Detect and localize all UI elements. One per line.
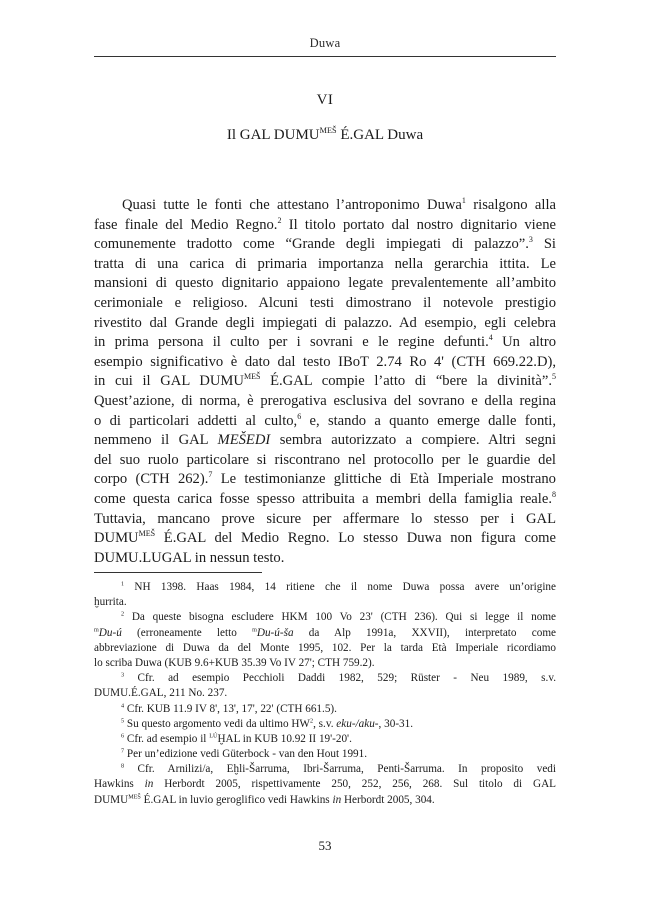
footnote-number: 4 [121, 702, 125, 709]
body-line [94, 431, 556, 451]
body-line [94, 529, 556, 549]
body-line [94, 490, 556, 510]
text-run: o di particolari addetti al culto, [94, 412, 298, 429]
running-head: Duwa [309, 36, 341, 50]
text-run: Le testimonianze glittiche di Età Imperiale mostrano [212, 471, 556, 488]
text-run: fase finale del Medio Regno. [94, 216, 278, 233]
superscript: MEŠ [243, 372, 261, 382]
footnote-line: ḫurrita. [94, 596, 127, 609]
body-line: mansioni di questo dignitario appaiono legate prevalentemente all’ambito [94, 275, 556, 292]
text-run: Quasi tutte le fonti che attestano l’antroponimo Duwa [122, 197, 462, 213]
text-run: Il titolo portato dal nostro dignitario viene [281, 216, 556, 233]
text-run: Da queste bisogna escludere HKM 100 Vo 23' (CTH 236). Qui si legge il nome [124, 611, 556, 624]
italic-term: Du-ú [98, 626, 122, 639]
text-run: , s.v. [313, 717, 337, 730]
body-line: Tuttavia, mancano prove sicure per affermare lo stesso per i GAL [94, 510, 556, 527]
footnote-line [94, 717, 556, 732]
footnote-line [94, 747, 556, 762]
chapter-title-part: Il GAL DUMU [226, 127, 320, 143]
body-line [94, 372, 556, 392]
text-run: comunemente tradotto come “Grande degli impiegati di palazzo”. [94, 236, 529, 253]
text-run: Cfr. KUB 11.9 IV 8', 13', 17', 22' (CTH 661.5). [124, 702, 337, 715]
superscript: m [252, 626, 257, 633]
footnote-number: 8 [121, 763, 125, 770]
body-line: esempio significativo è dato dal testo IBoT 2.74 Ro 4' (CTH 669.22.D), [94, 353, 556, 370]
footnote-number: 6 [121, 733, 125, 740]
text-run: da Alp 1991a, XXVII), interpretato come [293, 626, 556, 639]
body-line [94, 412, 556, 432]
body-line: cerimoniale e religioso. Alcuni testi dimostrano il notevole prestigio [94, 294, 556, 311]
footnote-ref: 3 [528, 235, 533, 245]
text-run: Un altro [492, 334, 556, 351]
body-line: DUMU.LUGAL in nessun testo. [94, 549, 285, 566]
footnote-number: 1 [121, 581, 125, 588]
superscript: LÚ [209, 733, 218, 740]
italic-term: MEŠEDI [217, 432, 271, 449]
footnote-line [94, 671, 556, 686]
body-line [94, 470, 556, 490]
footnote-ref: 5 [551, 372, 556, 382]
body-line: del suo ruolo particolare si riscontrano nel protocollo per le guardie del [94, 451, 556, 468]
text-run: corpo (CTH 262). [94, 471, 209, 488]
superscript: m [94, 626, 99, 633]
text-run: in prima persona il culto per i sovrani e le regine defunti. [94, 334, 489, 351]
text-run: (erroneamente letto [121, 626, 253, 639]
footnote-line [94, 626, 556, 641]
superscript: MEŠ [138, 529, 156, 539]
footnote-rule [94, 572, 262, 573]
chapter-title-part: É.GAL Duwa [336, 127, 424, 143]
footnote-ref: 1 [461, 196, 466, 206]
text-run: DUMU [94, 530, 139, 547]
footnote-ref: 7 [208, 470, 213, 480]
body-line [94, 196, 556, 216]
text-run: , 30-31. [378, 717, 414, 730]
footnote-number: 7 [121, 748, 125, 755]
italic-term: in [144, 778, 154, 791]
text-run: e, stando a quanto emerge dalle fonti, [301, 412, 556, 429]
text-run: Cfr. Arnilizi/a, Eḫli-Šarruma, Ibri-Šarruma, Penti-Šarruma. In proposito vedi [124, 763, 556, 776]
footnote-ref: 2 [277, 215, 282, 225]
footnote-line: abbreviazione di Duwa da del Monte 1995, 102. Per la tarda Età Imperiale ricordiamo [94, 641, 556, 654]
body-line [94, 333, 556, 353]
footnote-ref: 8 [551, 490, 556, 500]
text-run: NH 1398. Haas 1984, 14 ritiene che il nome Duwa possa avere un’origine [124, 581, 556, 593]
text-run: Su questo argomento vedi da ultimo HW [124, 717, 310, 730]
text-run: risalgono alla [465, 197, 556, 213]
page-number: 53 [318, 838, 332, 853]
footnote-line [94, 732, 556, 747]
superscript: 2 [310, 717, 314, 724]
text-run: Cfr. ad esempio Pecchioli Daddi 1982, 529; Rüster - Neu 1989, s.v. [124, 672, 556, 685]
italic-term: Du-ú-ša [256, 626, 294, 639]
footnote-ref: 4 [488, 333, 493, 343]
footnote-line [94, 762, 556, 777]
text-run: É.GAL del Medio Regno. Lo stesso Duwa non figura come [155, 530, 556, 547]
text-run: ḪAL in KUB 10.92 II 19'-20'. [217, 732, 352, 745]
text-run: nemmeno il GAL [94, 432, 218, 449]
text-run: Per un’edizione vedi Güterbock - van den Hout 1991. [124, 748, 368, 761]
text-run: come questa carica fosse spesso attribuita a membri della famiglia reale. [94, 490, 552, 507]
text-run: Herbordt 2005, 304. [341, 793, 435, 806]
chapter-title [0, 127, 650, 144]
footnote-ref: 6 [297, 411, 302, 421]
footnote-line: lo scriba Duwa (KUB 9.6+KUB 35.39 Vo IV 27'; CTH 759.2). [94, 656, 375, 669]
footnote-line [94, 580, 556, 595]
text-run: Si [532, 236, 556, 253]
superscript: MEŠ [128, 793, 141, 800]
header-rule [94, 56, 556, 57]
text-run: É.GAL compie l’atto di “bere la divinità”. [260, 373, 552, 390]
chapter-title-sup: MEŠ [319, 126, 337, 135]
footnote-line [94, 793, 556, 808]
body-line [94, 235, 556, 255]
italic-term: eku-/aku- [336, 717, 379, 730]
footnote-number: 3 [121, 672, 125, 679]
footnotes [94, 580, 556, 808]
text-run: Hawkins [94, 778, 145, 791]
text-run: É.GAL in luvio geroglifico vedi Hawkins [140, 793, 333, 806]
text-run: Herbordt 2005, rispettivamente 250, 252, 256, 268. Sul titolo di GAL [153, 778, 557, 791]
footnote-line: DUMU.É.GAL, 211 No. 237. [94, 687, 228, 700]
text-run: in cui il GAL DUMU [94, 373, 244, 390]
text-run: Cfr. ad esempio il [124, 732, 210, 745]
body-line [94, 216, 556, 236]
footnote-line [94, 702, 556, 717]
footnote-number: 5 [121, 717, 125, 724]
body-line: tratta di una carica di primaria importanza nella gerarchia ittita. Le [94, 255, 556, 272]
body-line: Quest’azione, di norma, è prerogativa esclusiva del sovrano e della regina [94, 392, 556, 409]
text-run: sembra autorizzato a compiere. Altri segni [270, 432, 556, 449]
italic-term: in [332, 793, 342, 806]
text-run: DUMU [94, 793, 129, 806]
footnote-number: 2 [121, 611, 125, 618]
footnote-line [94, 610, 556, 625]
chapter-number: VI [316, 92, 334, 108]
footnote-line [94, 777, 556, 792]
body-paragraph [94, 196, 556, 568]
body-line: rivestito dal Grande degli impiegati di palazzo. Ad esempio, egli celebra [94, 314, 556, 331]
